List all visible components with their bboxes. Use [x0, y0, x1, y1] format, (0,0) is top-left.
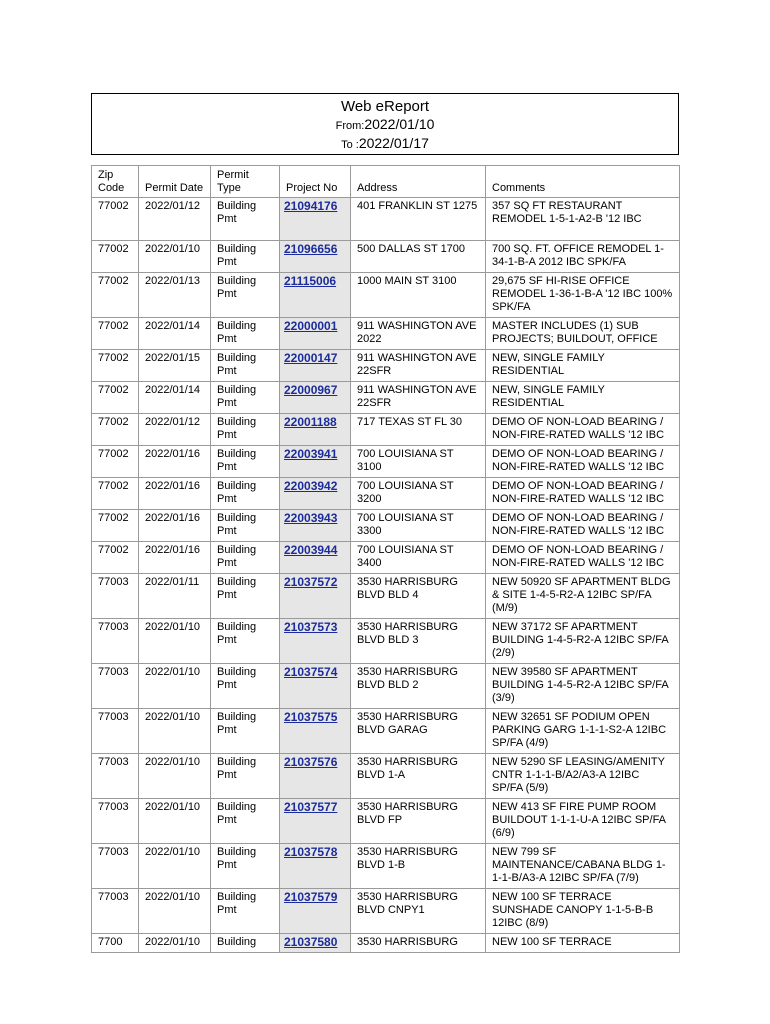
zip-code-cell: 77003: [92, 754, 139, 799]
from-label: From:: [335, 120, 365, 132]
address-cell: 3530 HARRISBURG: [351, 934, 486, 953]
project-number-link[interactable]: 21096656: [284, 242, 338, 256]
permit-type-cell: Building Pmt: [211, 382, 280, 414]
project-number-link[interactable]: 22003943: [284, 511, 338, 525]
project-number-link[interactable]: 21115006: [284, 274, 337, 288]
project-no-cell: [280, 241, 351, 273]
address-cell: 3530 HARRISBURG BLVD BLD 4: [351, 574, 486, 619]
col-header-address: Address: [351, 166, 486, 198]
project-no-cell: [280, 664, 351, 709]
table-row: [92, 478, 680, 510]
project-no-cell: [280, 510, 351, 542]
project-number-link[interactable]: 21037578: [284, 845, 338, 859]
project-no-cell: [280, 414, 351, 446]
table-row: [92, 382, 680, 414]
project-no-cell: [280, 446, 351, 478]
project-number-link[interactable]: 22000967: [284, 383, 338, 397]
permit-date-cell: 2022/01/12: [139, 198, 211, 241]
project-no-cell: [280, 844, 351, 889]
address-cell: 700 LOUISIANA ST 3300: [351, 510, 486, 542]
permit-date-cell: 2022/01/11: [139, 574, 211, 619]
permit-date-cell: 2022/01/16: [139, 542, 211, 574]
permit-type-cell: Building Pmt: [211, 241, 280, 273]
permit-date-cell: 2022/01/13: [139, 273, 211, 318]
comments-cell: NEW, SINGLE FAMILY RESIDENTIAL: [486, 382, 680, 414]
zip-code-cell: 77003: [92, 844, 139, 889]
permit-type-cell: Building Pmt: [211, 709, 280, 754]
to-date-line: [92, 135, 678, 154]
permit-type-cell: Building Pmt: [211, 799, 280, 844]
permit-date-cell: 2022/01/14: [139, 318, 211, 350]
table-row: [92, 198, 680, 241]
project-number-link[interactable]: 22000001: [284, 319, 338, 333]
address-cell: 700 LOUISIANA ST 3200: [351, 478, 486, 510]
comments-cell: NEW 50920 SF APARTMENT BLDG & SITE 1-4-5-R2-A 12IBC SP/FA (M/9): [486, 574, 680, 619]
permit-date-cell: 2022/01/10: [139, 889, 211, 934]
comments-cell: NEW 799 SF MAINTENANCE/CABANA BLDG 1-1-1-B/A3-A 12IBC SP/FA (7/9): [486, 844, 680, 889]
col-header-zip-code: Zip Code: [92, 166, 139, 198]
address-cell: 3530 HARRISBURG BLVD 1-A: [351, 754, 486, 799]
permit-type-cell: Building: [211, 934, 280, 953]
project-no-cell: [280, 542, 351, 574]
comments-cell: DEMO OF NON-LOAD BEARING / NON-FIRE-RATED WALLS '12 IBC: [486, 446, 680, 478]
permit-date-cell: 2022/01/16: [139, 446, 211, 478]
permit-type-cell: Building Pmt: [211, 198, 280, 241]
permit-type-cell: Building Pmt: [211, 889, 280, 934]
permit-type-cell: Building Pmt: [211, 510, 280, 542]
zip-code-cell: 77002: [92, 542, 139, 574]
permit-date-cell: 2022/01/10: [139, 799, 211, 844]
project-number-link[interactable]: 21037580: [284, 935, 338, 949]
permit-date-cell: 2022/01/10: [139, 754, 211, 799]
table-row: [92, 709, 680, 754]
project-no-cell: [280, 350, 351, 382]
address-cell: 1000 MAIN ST 3100: [351, 273, 486, 318]
project-no-cell: [280, 619, 351, 664]
comments-cell: NEW 5290 SF LEASING/AMENITY CNTR 1-1-1-B/A2/A3-A 12IBC SP/FA (5/9): [486, 754, 680, 799]
comments-cell: 700 SQ. FT. OFFICE REMODEL 1-34-1-B-A 2012 IBC SPK/FA: [486, 241, 680, 273]
project-no-cell: [280, 754, 351, 799]
table-row: [92, 844, 680, 889]
comments-cell: NEW 100 SF TERRACE: [486, 934, 680, 953]
zip-code-cell: 77002: [92, 446, 139, 478]
comments-cell: DEMO OF NON-LOAD BEARING / NON-FIRE-RATED WALLS '12 IBC: [486, 542, 680, 574]
comments-cell: DEMO OF NON-LOAD BEARING / NON-FIRE-RATED WALLS '12 IBC: [486, 510, 680, 542]
project-number-link[interactable]: 22003941: [284, 447, 338, 461]
permit-date-cell: 2022/01/10: [139, 664, 211, 709]
permit-date-cell: 2022/01/15: [139, 350, 211, 382]
permit-type-cell: Building Pmt: [211, 273, 280, 318]
zip-code-cell: 77002: [92, 478, 139, 510]
project-no-cell: [280, 709, 351, 754]
zip-code-cell: 77002: [92, 382, 139, 414]
zip-code-cell: 77002: [92, 198, 139, 241]
report-title: Web eReport: [340, 98, 430, 115]
project-number-link[interactable]: 21037574: [284, 665, 338, 679]
project-no-cell: [280, 382, 351, 414]
comments-cell: NEW 37172 SF APARTMENT BUILDING 1-4-5-R2-A 12IBC SP/FA (2/9): [486, 619, 680, 664]
permit-type-cell: Building Pmt: [211, 664, 280, 709]
project-number-link[interactable]: 21037577: [284, 800, 338, 814]
address-cell: 3530 HARRISBURG BLVD FP: [351, 799, 486, 844]
comments-cell: NEW 32651 SF PODIUM OPEN PARKING GARG 1-1-1-S2-A 12IBC SP/FA (4/9): [486, 709, 680, 754]
from-date: 2022/01/10: [364, 116, 435, 132]
project-no-cell: [280, 198, 351, 241]
address-cell: 717 TEXAS ST FL 30: [351, 414, 486, 446]
zip-code-cell: 77002: [92, 414, 139, 446]
address-cell: 3530 HARRISBURG BLVD BLD 2: [351, 664, 486, 709]
comments-cell: NEW 100 SF TERRACE SUNSHADE CANOPY 1-1-5-B-B 12IBC (8/9): [486, 889, 680, 934]
table-row: [92, 574, 680, 619]
address-cell: 500 DALLAS ST 1700: [351, 241, 486, 273]
zip-code-cell: 77002: [92, 350, 139, 382]
project-number-link[interactable]: 22003942: [284, 479, 338, 493]
project-number-link[interactable]: 21037579: [284, 890, 338, 904]
permit-date-cell: 2022/01/16: [139, 478, 211, 510]
zip-code-cell: 77003: [92, 664, 139, 709]
project-no-cell: [280, 934, 351, 953]
project-no-cell: [280, 478, 351, 510]
table-row: [92, 414, 680, 446]
table-row: [92, 350, 680, 382]
permit-date-cell: 2022/01/14: [139, 382, 211, 414]
project-no-cell: [280, 574, 351, 619]
col-header-project-no: Project No: [280, 166, 351, 198]
table-row: [92, 799, 680, 844]
address-cell: 3530 HARRISBURG BLVD 1-B: [351, 844, 486, 889]
project-number-link[interactable]: 21037572: [284, 575, 338, 589]
table-row: [92, 889, 680, 934]
table-row: [92, 273, 680, 318]
zip-code-cell: 77002: [92, 273, 139, 318]
permit-date-cell: 2022/01/12: [139, 414, 211, 446]
table-row: [92, 318, 680, 350]
zip-code-cell: 77003: [92, 889, 139, 934]
address-cell: 3530 HARRISBURG BLVD CNPY1: [351, 889, 486, 934]
to-label: To :: [341, 139, 359, 151]
col-header-permit-type: Permit Type: [211, 166, 280, 198]
table-row: [92, 664, 680, 709]
col-header-permit-date: Permit Date: [139, 166, 211, 198]
comments-cell: 29,675 SF HI-RISE OFFICE REMODEL 1-36-1-B-A '12 IBC 100% SPK/FA: [486, 273, 680, 318]
comments-cell: NEW, SINGLE FAMILY RESIDENTIAL: [486, 350, 680, 382]
project-no-cell: [280, 889, 351, 934]
table-row: [92, 619, 680, 664]
project-number-link[interactable]: 21037576: [284, 755, 338, 769]
permit-type-cell: Building Pmt: [211, 542, 280, 574]
permit-type-cell: Building Pmt: [211, 844, 280, 889]
table-row: [92, 754, 680, 799]
address-cell: 700 LOUISIANA ST 3400: [351, 542, 486, 574]
zip-code-cell: 77003: [92, 709, 139, 754]
permit-type-cell: Building Pmt: [211, 478, 280, 510]
permit-date-cell: 2022/01/10: [139, 844, 211, 889]
project-number-link[interactable]: 22001188: [284, 415, 337, 429]
comments-cell: NEW 39580 SF APARTMENT BUILDING 1-4-5-R2-A 12IBC SP/FA (3/9): [486, 664, 680, 709]
permit-date-cell: 2022/01/16: [139, 510, 211, 542]
project-no-cell: [280, 318, 351, 350]
from-date-line: [92, 116, 678, 135]
table-row: [92, 510, 680, 542]
col-header-comments: Comments: [486, 166, 680, 198]
address-cell: 3530 HARRISBURG BLVD GARAG: [351, 709, 486, 754]
address-cell: 911 WASHINGTON AVE 2022: [351, 318, 486, 350]
zip-code-cell: 77002: [92, 241, 139, 273]
zip-code-cell: 77003: [92, 619, 139, 664]
permit-type-cell: Building Pmt: [211, 318, 280, 350]
comments-cell: 357 SQ FT RESTAURANT REMODEL 1-5-1-A2-B '12 IBC: [486, 198, 680, 241]
comments-cell: DEMO OF NON-LOAD BEARING / NON-FIRE-RATED WALLS '12 IBC: [486, 414, 680, 446]
project-number-link[interactable]: 21037573: [284, 620, 338, 634]
permit-date-cell: 2022/01/10: [139, 241, 211, 273]
zip-code-cell: 77002: [92, 318, 139, 350]
report-header: [91, 93, 679, 155]
project-number-link[interactable]: 21094176: [284, 199, 338, 213]
address-cell: 911 WASHINGTON AVE 22SFR: [351, 350, 486, 382]
permit-date-cell: 2022/01/10: [139, 934, 211, 953]
project-number-link[interactable]: 21037575: [284, 710, 338, 724]
table-header-row: [92, 166, 680, 198]
address-cell: 3530 HARRISBURG BLVD BLD 3: [351, 619, 486, 664]
permit-type-cell: Building Pmt: [211, 754, 280, 799]
comments-cell: NEW 413 SF FIRE PUMP ROOM BUILDOUT 1-1-1-U-A 12IBC SP/FA (6/9): [486, 799, 680, 844]
project-no-cell: [280, 799, 351, 844]
project-number-link[interactable]: 22000147: [284, 351, 338, 365]
address-cell: 911 WASHINGTON AVE 22SFR: [351, 382, 486, 414]
zip-code-cell: 77002: [92, 510, 139, 542]
table-row: [92, 446, 680, 478]
comments-cell: MASTER INCLUDES (1) SUB PROJECTS; BUILDOUT, OFFICE: [486, 318, 680, 350]
permit-type-cell: Building Pmt: [211, 619, 280, 664]
table-row: [92, 241, 680, 273]
address-cell: 401 FRANKLIN ST 1275: [351, 198, 486, 241]
zip-code-cell: 77003: [92, 799, 139, 844]
permit-table: [91, 165, 680, 953]
permit-date-cell: 2022/01/10: [139, 709, 211, 754]
permit-type-cell: Building Pmt: [211, 574, 280, 619]
project-number-link[interactable]: 22003944: [284, 543, 338, 557]
table-row: [92, 542, 680, 574]
zip-code-cell: 77003: [92, 574, 139, 619]
table-row: [92, 934, 680, 953]
permit-type-cell: Building Pmt: [211, 350, 280, 382]
zip-code-cell: 7700: [92, 934, 139, 953]
permit-date-cell: 2022/01/10: [139, 619, 211, 664]
comments-cell: DEMO OF NON-LOAD BEARING / NON-FIRE-RATED WALLS '12 IBC: [486, 478, 680, 510]
address-cell: 700 LOUISIANA ST 3100: [351, 446, 486, 478]
project-no-cell: [280, 273, 351, 318]
to-date: 2022/01/17: [358, 135, 429, 151]
permit-type-cell: Building Pmt: [211, 414, 280, 446]
permit-type-cell: Building Pmt: [211, 446, 280, 478]
